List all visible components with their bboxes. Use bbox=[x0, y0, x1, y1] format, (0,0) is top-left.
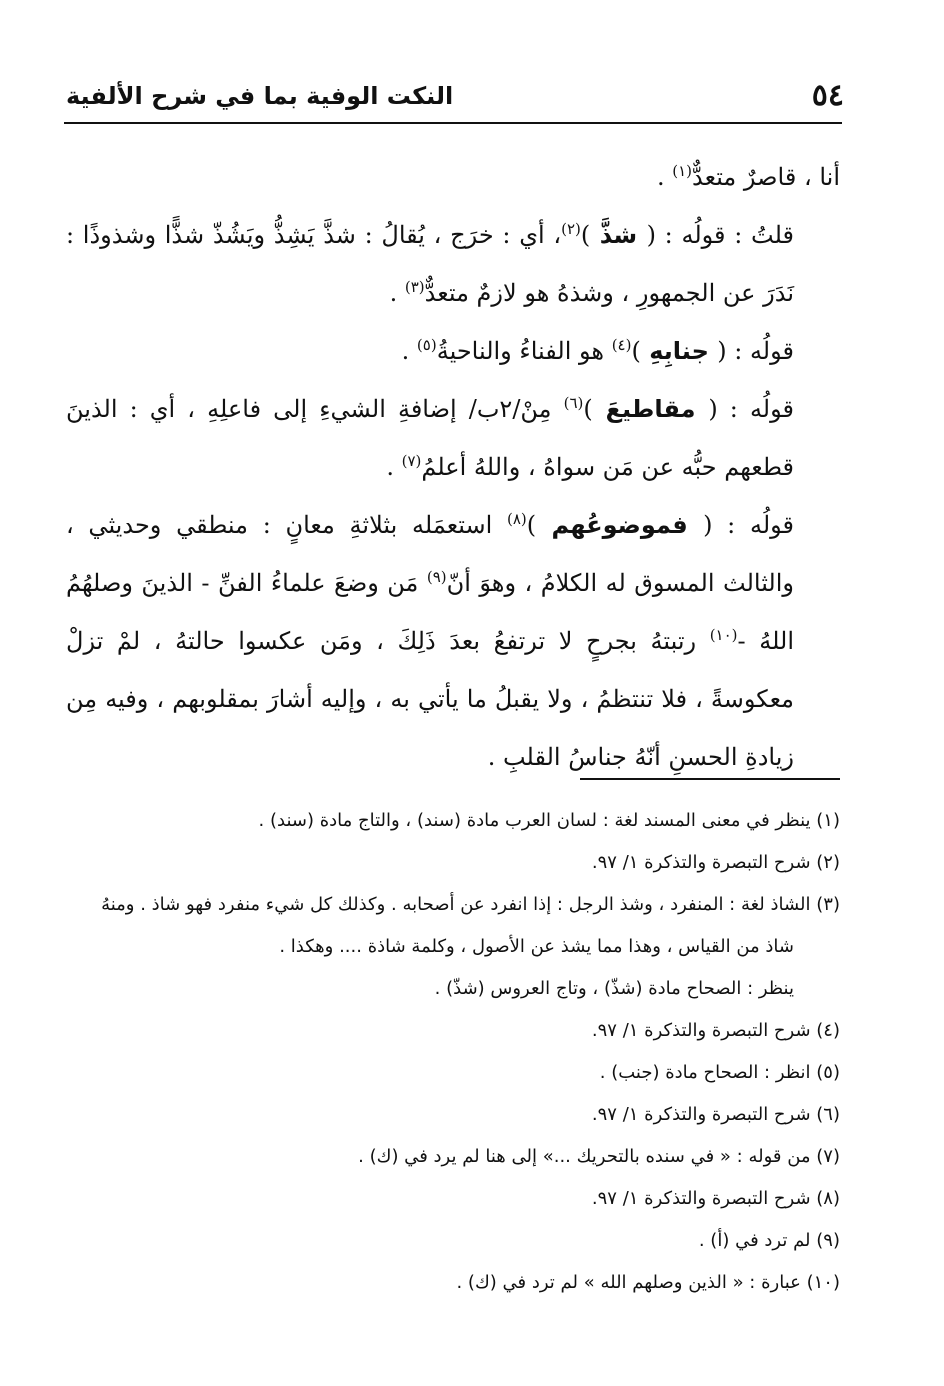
footnote-9: (٩) لم ترد في (أ) . bbox=[698, 1230, 840, 1251]
keyword-janabihi: جنابِهِ bbox=[640, 337, 718, 365]
keyword-mawduuhum: فموضوعُهم bbox=[536, 511, 704, 539]
footnote-7: (٧) من قوله : « في سنده بالتحريك ...» إلى هنا لم يرد في (ك) . bbox=[358, 1146, 840, 1167]
paragraph-4-lead: قولُه : ( bbox=[708, 395, 794, 423]
footnote-ref-5: (٥) bbox=[416, 336, 437, 354]
paragraph-2 bbox=[66, 206, 840, 322]
paragraph-4-close: ) bbox=[583, 395, 593, 423]
footnote-ref-7: (٧) bbox=[401, 452, 422, 470]
paragraph-5-close: ) bbox=[526, 511, 537, 539]
paragraph-2-close: ) bbox=[580, 221, 591, 249]
paragraph-3-text: هو الفناءُ والناحيةُ bbox=[436, 337, 612, 365]
keyword-maqati: مقاطيعَ bbox=[592, 395, 709, 423]
footnotes bbox=[66, 800, 840, 1304]
paragraph-4-end: . bbox=[386, 453, 402, 481]
footnote-ref-3: (٣) bbox=[404, 278, 425, 296]
footnote-ref-8: (٨) bbox=[506, 510, 527, 528]
footnote-ref-10: (١٠) bbox=[709, 626, 738, 644]
footnote-10: (١٠) عبارة : « الذين وصلهم الله » لم ترد في (ك) . bbox=[456, 1272, 840, 1293]
footnote-8: (٨) شرح التبصرة والتذكرة ١/ ٩٧. bbox=[591, 1188, 840, 1209]
main-text bbox=[66, 148, 840, 786]
footnote-5: (٥) انظر : الصحاح مادة (جنب) . bbox=[599, 1062, 840, 1083]
footnote-ref-2: (٢) bbox=[561, 220, 581, 238]
paragraph-5 bbox=[66, 496, 840, 786]
paragraph-4 bbox=[66, 380, 840, 496]
page-number: ٥٤ bbox=[811, 78, 844, 113]
header-rule bbox=[64, 122, 842, 124]
footnote-6: (٦) شرح التبصرة والتذكرة ١/ ٩٧. bbox=[591, 1104, 840, 1125]
paragraph-3-end: . bbox=[401, 337, 417, 365]
footnote-ref-6: (٦) bbox=[563, 394, 584, 412]
paragraph-5-lead: قولُه : ( bbox=[703, 511, 795, 539]
footnote-1: (١) ينظر في معنى المسند لغة : لسان العرب مادة (سند) ، والتاج مادة (سند) . bbox=[258, 810, 840, 831]
footnote-ref-9: (٩) bbox=[426, 568, 447, 586]
keyword-shadh: شذَّ bbox=[590, 221, 647, 249]
paragraph-4-text: مِنْ/٢ب/ إضافةِ الشيءِ إلى فاعلِهِ ، أي : الذينَ قطعهم حبُّه عن مَن سواهُ ، واللهُ أعلمُ bbox=[66, 395, 794, 481]
paragraph-1-end: . bbox=[656, 163, 673, 191]
paragraph-5-text-2: مَن وضعَ علماءُ الفنِّ - الذينَ وصلهُمُ اللهُ - bbox=[66, 569, 795, 655]
paragraph-2-lead: قلتُ : قولُه : ( bbox=[646, 221, 795, 249]
paragraph-3-lead: قولُه : ( bbox=[717, 337, 794, 365]
footnote-4: (٤) شرح التبصرة والتذكرة ١/ ٩٧. bbox=[591, 1020, 840, 1041]
running-title: النكت الوفية بما في شرح الألفية bbox=[66, 82, 454, 110]
footnote-3-reference: ينظر : الصحاح مادة (شذّ) ، وتاج العروس (شذّ) . bbox=[434, 978, 794, 999]
paragraph-3-close: ) bbox=[631, 337, 641, 365]
paragraph-5-text-1: استعمَله بثلاثةِ معانٍ : منطقي وحديثي ، والثالث المسوق له الكلامُ ، وهوَ أنّ bbox=[66, 511, 795, 597]
footnote-ref-1: (١) bbox=[672, 162, 693, 180]
footnote-separator bbox=[580, 778, 840, 780]
paragraph-5-text-3: رتبتهُ بجرحٍ لا ترتفعُ بعدَ ذَلِكَ ، ومَن عكسوا حالتهُ ، لمْ تزلْ معكوسةً ، فلا تنتظمُ ، ولا يقبلُ ما يأتي به ، وإليه أشارَ بمقلوبهم ، وفيه مِن زيادةِ الحسنِ أنّهُ جناسُ القلبِ . bbox=[66, 627, 794, 771]
paragraph-1 bbox=[66, 148, 840, 206]
footnote-ref-4: (٤) bbox=[611, 336, 632, 354]
paragraph-2-end: . bbox=[389, 279, 405, 307]
footnote-2: (٢) شرح التبصرة والتذكرة ١/ ٩٧. bbox=[591, 852, 840, 873]
page-header bbox=[66, 76, 844, 120]
footnote-3-continuation: شاذ من القياس ، وهذا مما يشذ عن الأصول ، وكلمة شاذة .... وهكذا . bbox=[279, 936, 794, 957]
paragraph-1-text: أنا ، قاصرٌ متعدٌّ bbox=[692, 163, 840, 191]
footnote-3: (٣) الشاذ لغة : المنفرد ، وشذ الرجل : إذا انفرد عن أصحابه . وكذلك كل شيء منفرد فهو شاذ . ومنهُ bbox=[101, 894, 840, 915]
paragraph-2-text: ، أي : خرَج ، يُقالُ : شذَّ يَشِذُّ ويَشُذّ شذًّا وشذوذًا : نَدَرَ عن الجمهورِ ، وشذهُ هو لازمٌ متعدٌّ bbox=[66, 221, 794, 307]
paragraph-3 bbox=[66, 322, 840, 380]
